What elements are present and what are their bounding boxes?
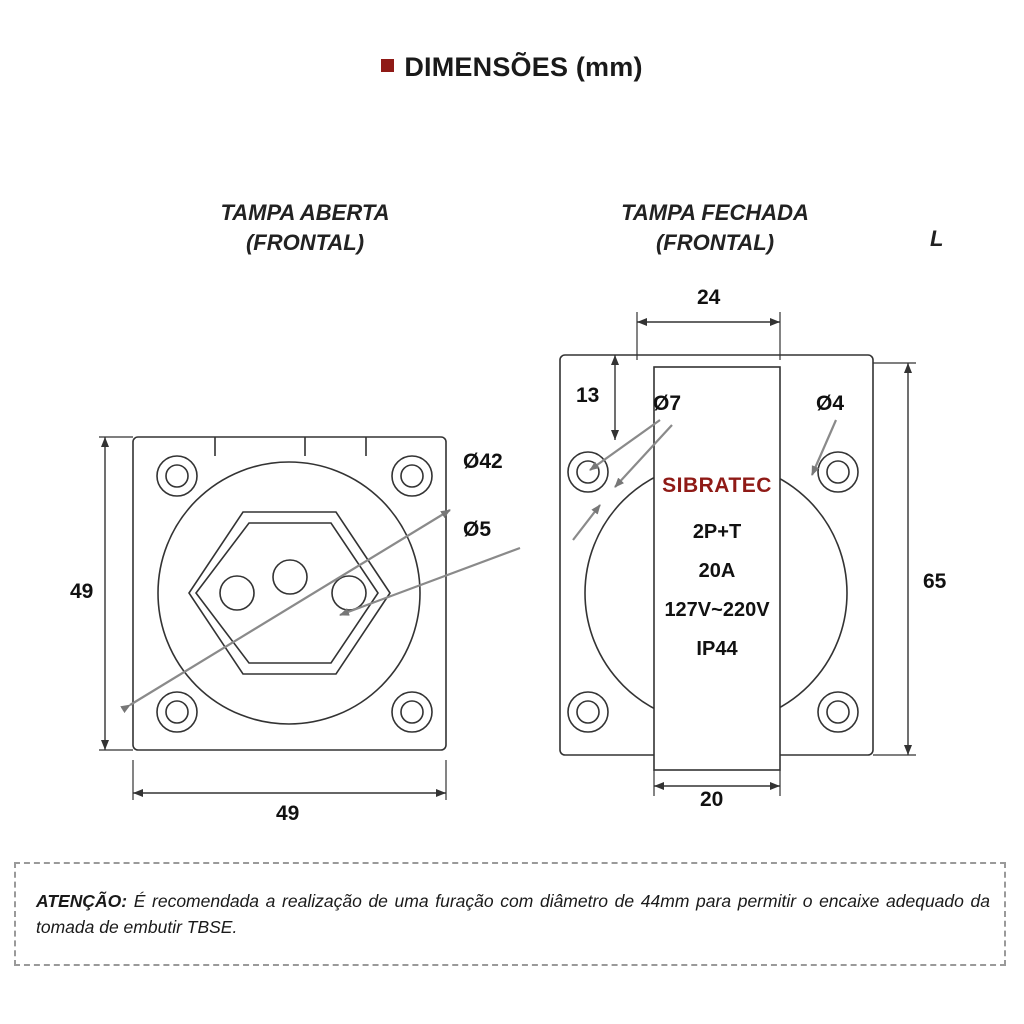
spec-line-2: 127V~220V bbox=[664, 599, 770, 621]
spec-line-1: 20A bbox=[698, 560, 736, 582]
dim-closed-hole-big: Ø7 bbox=[653, 392, 682, 415]
front-closed-view bbox=[560, 312, 916, 796]
attention-note-label: ATENÇÃO: bbox=[36, 891, 128, 911]
dim-closed-hole-small: Ø4 bbox=[816, 392, 845, 415]
dim-closed-height: 65 bbox=[923, 570, 947, 593]
view-heading-open-line2: (FRONTAL) bbox=[245, 230, 365, 255]
attention-note-text bbox=[36, 888, 990, 940]
dim-open-diameter-small: Ø5 bbox=[463, 518, 492, 541]
brand-label: SIBRATEC bbox=[662, 474, 772, 497]
dim-closed-top-width: 24 bbox=[697, 286, 721, 309]
view-heading-closed-line1: TAMPA FECHADA bbox=[621, 200, 809, 225]
attention-note-box bbox=[14, 862, 1006, 966]
view-heading-side-line1: L bbox=[930, 226, 944, 251]
view-heading-closed-line2: (FRONTAL) bbox=[655, 230, 775, 255]
attention-note-body: É recomendada a realização de uma furação com diâmetro de 44mm para permitir o encaixe adequado da tomada de embutir TBSE. bbox=[36, 891, 990, 937]
dim-closed-bottom-width: 20 bbox=[700, 788, 724, 811]
spec-line-0: 2P+T bbox=[692, 521, 742, 543]
spec-line-3: IP44 bbox=[696, 638, 738, 660]
view-heading-open-line1: TAMPA ABERTA bbox=[220, 200, 390, 225]
dim-open-width: 49 bbox=[276, 802, 300, 825]
dim-open-height: 49 bbox=[70, 580, 94, 603]
page-title-text: DIMENSÕES (mm) bbox=[404, 52, 643, 82]
dim-closed-offset: 13 bbox=[576, 384, 600, 407]
dim-open-diameter-big: Ø42 bbox=[463, 450, 503, 473]
